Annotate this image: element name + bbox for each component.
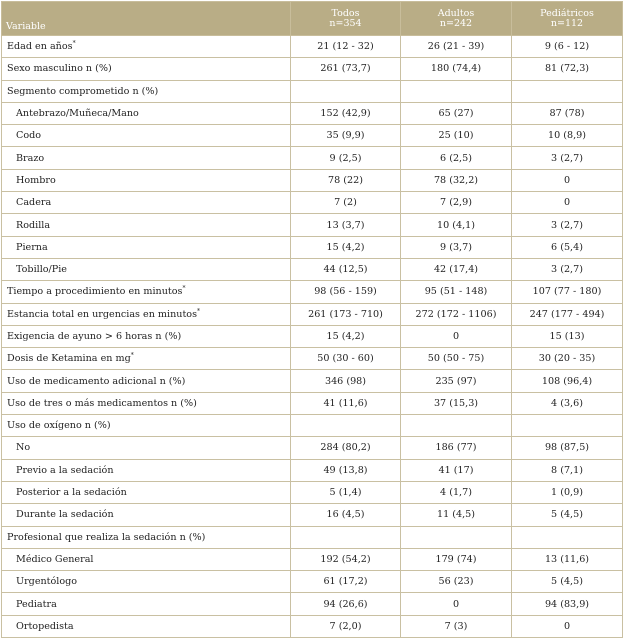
row-label: [2, 258, 291, 280]
table-row: [2, 571, 623, 593]
row-value: 7 (2): [291, 192, 401, 214]
row-value: 0: [401, 325, 512, 347]
row-value: [291, 80, 401, 102]
row-value: 9 (2,5): [291, 147, 401, 169]
header-row: [2, 2, 623, 36]
row-value: [291, 415, 401, 437]
section-row: [2, 415, 623, 437]
row-value: 152 (42,9): [291, 102, 401, 124]
row-label: [2, 214, 291, 236]
row-label: [2, 348, 291, 370]
row-value: 41 (11,6): [291, 392, 401, 414]
row-value: 3 (2,7): [512, 147, 623, 169]
row-value: 5 (4,5): [512, 571, 623, 593]
row-value: 6 (2,5): [401, 147, 512, 169]
row-value: 284 (80,2): [291, 437, 401, 459]
row-value: 41 (17): [401, 459, 512, 481]
row-value: 9 (6 - 12): [512, 36, 623, 58]
row-value: 56 (23): [401, 571, 512, 593]
row-value: [401, 415, 512, 437]
row-label-text: Previo a la sedación: [16, 464, 114, 476]
row-value: 1 (0,9): [512, 481, 623, 503]
row-label: [2, 504, 291, 526]
row-label-text: Uso de medicamento adicional n (%): [7, 375, 186, 387]
row-label: [2, 571, 291, 593]
row-label-text: Profesional que realiza la sedación n (%): [7, 531, 206, 543]
table-row: [2, 593, 623, 615]
row-label: [2, 548, 291, 570]
row-label: [2, 147, 291, 169]
results-table: [1, 1, 623, 638]
table-row: [2, 258, 623, 280]
header-variable: Variable: [2, 2, 291, 36]
row-value: 0: [512, 169, 623, 191]
row-value: [401, 526, 512, 548]
row-label-text: Uso de oxígeno n (%): [7, 420, 111, 432]
row-label-text: Hombro: [16, 174, 56, 186]
row-label: [2, 615, 291, 637]
row-value: 11 (4,5): [401, 504, 512, 526]
row-value: [512, 80, 623, 102]
row-label: [2, 392, 291, 414]
table-row: [2, 303, 623, 325]
row-value: 15 (4,2): [291, 236, 401, 258]
row-label-text: Médico General: [16, 553, 94, 565]
row-value: 98 (87,5): [512, 437, 623, 459]
table-row: [2, 481, 623, 503]
row-value: 95 (51 - 148): [401, 281, 512, 303]
row-label-text: Edad en años: [7, 41, 73, 53]
table-row: [2, 58, 623, 80]
row-label-text: Estancia total en urgencias en minutos: [7, 308, 198, 320]
row-label-text: Tiempo a procedimiento en minutos: [7, 286, 183, 298]
row-value: 78 (22): [291, 169, 401, 191]
row-label: [2, 481, 291, 503]
table-row: [2, 459, 623, 481]
table-row: [2, 214, 623, 236]
row-label-text: Uso de tres o más medicamentos n (%): [7, 397, 197, 409]
row-value: 5 (4,5): [512, 504, 623, 526]
row-value: 4 (3,6): [512, 392, 623, 414]
row-label-text: Brazo: [16, 152, 45, 164]
row-value: 261 (173 - 710): [291, 303, 401, 325]
row-label-text: Pediatra: [16, 598, 57, 610]
row-value: 15 (4,2): [291, 325, 401, 347]
row-value: 15 (13): [512, 325, 623, 347]
row-label-text: Segmento comprometido n (%): [7, 85, 159, 97]
row-label: [2, 437, 291, 459]
row-value: 186 (77): [401, 437, 512, 459]
row-value: 346 (98): [291, 370, 401, 392]
row-value: 30 (20 - 35): [512, 348, 623, 370]
row-value: 81 (72,3): [512, 58, 623, 80]
row-value: 108 (96,4): [512, 370, 623, 392]
row-label: [2, 370, 291, 392]
table-row: [2, 169, 623, 191]
row-label: [2, 58, 291, 80]
footnote-marker: *: [197, 307, 201, 315]
row-label-text: Antebrazo/Muñeca/Mano: [16, 108, 139, 120]
row-value: 0: [401, 593, 512, 615]
row-label-text: No: [16, 442, 31, 454]
row-value: 5 (1,4): [291, 481, 401, 503]
row-value: 16 (4,5): [291, 504, 401, 526]
row-value: 49 (13,8): [291, 459, 401, 481]
header-adultos: Adultos n=242: [401, 2, 512, 36]
row-value: 192 (54,2): [291, 548, 401, 570]
row-label-text: Durante la sedación: [16, 509, 114, 521]
row-label: [2, 459, 291, 481]
row-value: 87 (78): [512, 102, 623, 124]
row-label-text: Rodilla: [16, 219, 51, 231]
row-value: 0: [512, 615, 623, 637]
row-label-text: Sexo masculino n (%): [7, 63, 112, 75]
row-label: [2, 36, 291, 58]
row-value: 8 (7,1): [512, 459, 623, 481]
table-row: [2, 236, 623, 258]
table-row: [2, 348, 623, 370]
row-value: 26 (21 - 39): [401, 36, 512, 58]
row-value: 272 (172 - 1106): [401, 303, 512, 325]
row-label: [2, 125, 291, 147]
table-row: [2, 615, 623, 637]
row-value: 10 (8,9): [512, 125, 623, 147]
row-label: [2, 303, 291, 325]
row-value: 65 (27): [401, 102, 512, 124]
header-todos: Todos n=354: [291, 2, 401, 36]
row-value: 13 (3,7): [291, 214, 401, 236]
row-value: 78 (32,2): [401, 169, 512, 191]
row-value: 21 (12 - 32): [291, 36, 401, 58]
row-label-text: Cadera: [16, 197, 52, 209]
row-value: 235 (97): [401, 370, 512, 392]
row-label: [2, 80, 291, 102]
table-row: [2, 281, 623, 303]
table-row: [2, 192, 623, 214]
row-value: 50 (30 - 60): [291, 348, 401, 370]
row-value: 50 (50 - 75): [401, 348, 512, 370]
row-value: 3 (2,7): [512, 214, 623, 236]
row-value: 9 (3,7): [401, 236, 512, 258]
table-row: [2, 325, 623, 347]
row-value: 61 (17,2): [291, 571, 401, 593]
row-value: 179 (74): [401, 548, 512, 570]
row-label: [2, 281, 291, 303]
row-label: [2, 169, 291, 191]
row-label-text: Urgentólogo: [16, 576, 78, 588]
row-value: 4 (1,7): [401, 481, 512, 503]
row-label: [2, 415, 291, 437]
row-value: 6 (5,4): [512, 236, 623, 258]
row-value: 94 (26,6): [291, 593, 401, 615]
table-body: [2, 36, 623, 638]
row-value: 94 (83,9): [512, 593, 623, 615]
row-value: 261 (73,7): [291, 58, 401, 80]
row-value: [291, 526, 401, 548]
row-label: [2, 102, 291, 124]
table-row: [2, 125, 623, 147]
row-value: [401, 80, 512, 102]
row-value: 7 (3): [401, 615, 512, 637]
row-label-text: Pierna: [16, 241, 48, 253]
row-value: 0: [512, 192, 623, 214]
table-row: [2, 392, 623, 414]
row-value: [512, 526, 623, 548]
row-value: 107 (77 - 180): [512, 281, 623, 303]
row-label-text: Codo: [16, 130, 42, 142]
row-value: 98 (56 - 159): [291, 281, 401, 303]
row-value: 3 (2,7): [512, 258, 623, 280]
table-row: [2, 504, 623, 526]
table-row: [2, 548, 623, 570]
row-label-text: Dosis de Ketamina en mg: [7, 353, 131, 365]
row-value: 10 (4,1): [401, 214, 512, 236]
row-label-text: Exigencia de ayuno > 6 horas n (%): [7, 331, 182, 342]
row-value: 247 (177 - 494): [512, 303, 623, 325]
footnote-marker: *: [182, 285, 186, 293]
footnote-marker: *: [130, 352, 134, 360]
row-label: [2, 236, 291, 258]
table-row: [2, 370, 623, 392]
row-value: 7 (2,0): [291, 615, 401, 637]
row-value: 35 (9,9): [291, 125, 401, 147]
row-value: 13 (11,6): [512, 548, 623, 570]
table-row: [2, 437, 623, 459]
row-label: [2, 325, 291, 347]
table-row: [2, 147, 623, 169]
row-value: [512, 415, 623, 437]
row-label-text: Posterior a la sedación: [16, 487, 127, 499]
row-label: [2, 526, 291, 548]
row-label: [2, 593, 291, 615]
row-value: 42 (17,4): [401, 258, 512, 280]
table-row: [2, 36, 623, 58]
section-row: [2, 526, 623, 548]
footnote-marker: *: [72, 39, 76, 47]
section-row: [2, 80, 623, 102]
row-value: 37 (15,3): [401, 392, 512, 414]
row-label-text: Tobillo/Pie: [16, 264, 67, 276]
row-value: 25 (10): [401, 125, 512, 147]
header-pediatricos: Pediátricos n=112: [512, 2, 623, 36]
row-value: 44 (12,5): [291, 258, 401, 280]
row-label-text: Ortopedista: [16, 620, 74, 632]
row-value: 180 (74,4): [401, 58, 512, 80]
table-row: [2, 102, 623, 124]
row-value: 7 (2,9): [401, 192, 512, 214]
row-label: [2, 192, 291, 214]
